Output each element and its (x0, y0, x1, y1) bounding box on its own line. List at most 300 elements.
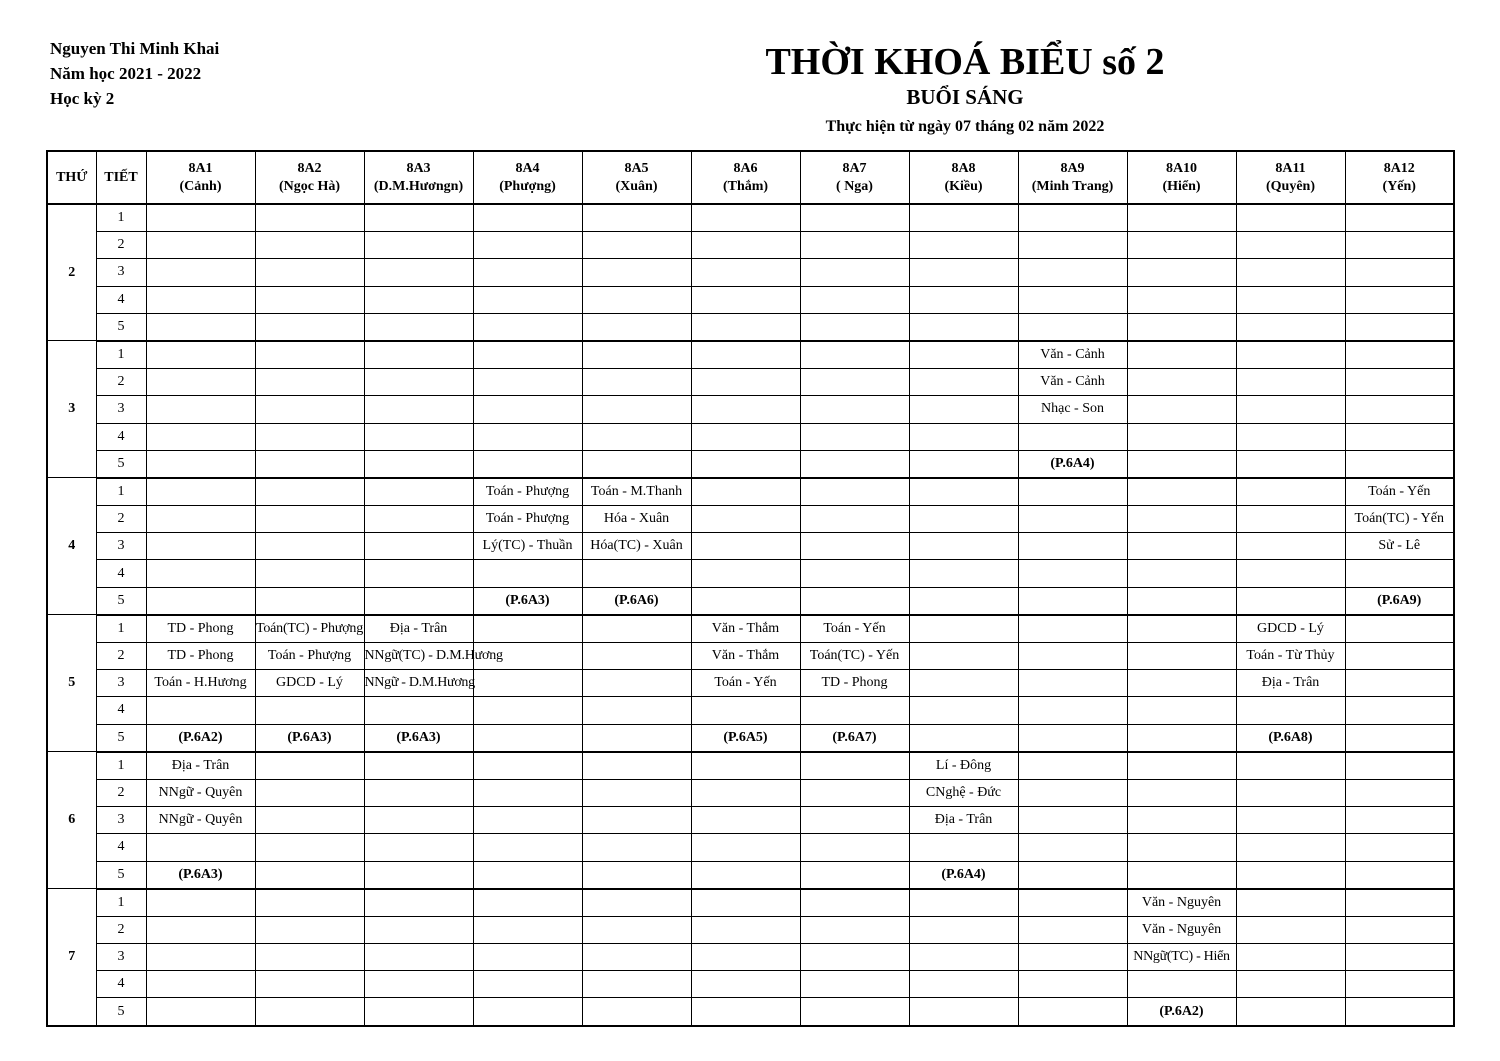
schedule-cell (800, 341, 909, 369)
schedule-cell (582, 670, 691, 697)
schedule-cell (1236, 450, 1345, 478)
schedule-cell (473, 861, 582, 889)
schedule-cell (146, 560, 255, 587)
schedule-cell (1345, 615, 1454, 643)
schedule-cell: (P.6A9) (1345, 587, 1454, 615)
schedule-cell (582, 861, 691, 889)
schedule-cell (800, 998, 909, 1026)
schedule-cell (364, 341, 473, 369)
schedule-cell (909, 313, 1018, 341)
class-header-8a8 (909, 151, 1018, 204)
schedule-cell: Lý(TC) - Thuần (473, 533, 582, 560)
period-number: 4 (96, 423, 146, 450)
period-number: 3 (96, 396, 146, 423)
schedule-cell (1236, 834, 1345, 861)
table-row (47, 697, 1454, 724)
schedule-cell (1018, 998, 1127, 1026)
schedule-cell (1345, 889, 1454, 917)
schedule-cell (255, 478, 364, 506)
schedule-cell (473, 998, 582, 1026)
schedule-cell: Văn - Cảnh (1018, 369, 1127, 396)
class-teacher: (Thắm) (722, 178, 769, 194)
schedule-cell (255, 834, 364, 861)
schedule-cell (1018, 204, 1127, 232)
schedule-cell (1345, 971, 1454, 998)
schedule-cell (364, 259, 473, 286)
schedule-cell (255, 889, 364, 917)
schedule-cell (255, 779, 364, 806)
schedule-cell (800, 204, 909, 232)
schedule-cell (255, 697, 364, 724)
schedule-cell (1345, 286, 1454, 313)
schedule-cell (1127, 341, 1236, 369)
schedule-cell (473, 286, 582, 313)
schedule-cell (1127, 204, 1236, 232)
day-label: 3 (47, 341, 96, 478)
schedule-cell (473, 369, 582, 396)
schedule-cell (1018, 259, 1127, 286)
schedule-cell (255, 232, 364, 259)
schedule-cell (364, 752, 473, 780)
schedule-cell (1236, 861, 1345, 889)
schedule-cell (691, 779, 800, 806)
period-number: 5 (96, 313, 146, 341)
schedule-cell (473, 944, 582, 971)
schedule-cell (146, 232, 255, 259)
schedule-cell (582, 889, 691, 917)
schedule-cell (800, 944, 909, 971)
table-row (47, 560, 1454, 587)
period-number: 2 (96, 232, 146, 259)
schedule-cell (1127, 533, 1236, 560)
schedule-cell (691, 752, 800, 780)
schedule-cell (1345, 313, 1454, 341)
schedule-cell (364, 396, 473, 423)
schedule-cell (909, 971, 1018, 998)
schedule-cell: Địa - Trân (1236, 670, 1345, 697)
schedule-cell: Toán - Yến (800, 615, 909, 643)
class-header-8a3 (364, 151, 473, 204)
class-teacher: (Minh Trang) (1031, 178, 1114, 194)
class-name: 8A8 (951, 160, 976, 176)
schedule-cell (146, 916, 255, 943)
schedule-cell (1345, 807, 1454, 834)
schedule-cell (1018, 232, 1127, 259)
schedule-cell (691, 889, 800, 917)
schedule-cell (582, 341, 691, 369)
schedule-cell (582, 232, 691, 259)
schedule-cell (364, 697, 473, 724)
schedule-cell (364, 450, 473, 478)
period-number: 1 (96, 889, 146, 917)
schedule-cell (1345, 752, 1454, 780)
period-number: 3 (96, 533, 146, 560)
schedule-cell (473, 807, 582, 834)
schedule-cell (691, 560, 800, 587)
class-teacher: (Quyên) (1266, 178, 1315, 194)
schedule-cell (364, 971, 473, 998)
schedule-cell (255, 916, 364, 943)
class-teacher: (Hiển) (1162, 178, 1201, 194)
table-row (47, 916, 1454, 943)
schedule-cell (691, 807, 800, 834)
schedule-cell: Địa - Trân (146, 752, 255, 780)
schedule-cell (1018, 643, 1127, 670)
table-row (47, 643, 1454, 670)
schedule-cell (1236, 259, 1345, 286)
timetable (46, 150, 1455, 1027)
period-number: 3 (96, 259, 146, 286)
schedule-cell: Địa - Trân (364, 615, 473, 643)
schedule-cell (800, 313, 909, 341)
schedule-cell (1345, 259, 1454, 286)
period-number: 1 (96, 478, 146, 506)
class-header-8a2 (255, 151, 364, 204)
schedule-cell (364, 533, 473, 560)
schedule-cell (909, 286, 1018, 313)
school-name: Nguyen Thi Minh Khai (50, 39, 220, 58)
schedule-cell (1127, 313, 1236, 341)
schedule-cell (1345, 670, 1454, 697)
schedule-cell (255, 259, 364, 286)
schedule-cell: Văn - Thắm (691, 643, 800, 670)
schedule-cell (1236, 752, 1345, 780)
class-header-8a7 (800, 151, 909, 204)
class-teacher: (Phượng) (499, 178, 556, 194)
period-number: 1 (96, 615, 146, 643)
schedule-cell (691, 944, 800, 971)
schedule-cell (582, 615, 691, 643)
table-row (47, 204, 1454, 232)
schedule-cell (1345, 423, 1454, 450)
schedule-cell (909, 423, 1018, 450)
schedule-cell (909, 889, 1018, 917)
schedule-cell (255, 423, 364, 450)
schedule-cell (255, 286, 364, 313)
schedule-cell (909, 369, 1018, 396)
period-number: 4 (96, 834, 146, 861)
schedule-cell (473, 889, 582, 917)
schedule-cell (582, 313, 691, 341)
schedule-cell: Toán - H.Hương (146, 670, 255, 697)
schedule-cell (691, 232, 800, 259)
schedule-cell (364, 998, 473, 1026)
schedule-cell (582, 916, 691, 943)
schedule-cell (691, 587, 800, 615)
schedule-cell: Lí - Đông (909, 752, 1018, 780)
schedule-cell (1236, 560, 1345, 587)
table-row (47, 313, 1454, 341)
schedule-cell: Nhạc - Son (1018, 396, 1127, 423)
schedule-cell (1236, 944, 1345, 971)
period-number: 2 (96, 643, 146, 670)
schedule-cell (582, 450, 691, 478)
schedule-cell (255, 998, 364, 1026)
schedule-cell: (P.6A3) (473, 587, 582, 615)
schedule-cell (800, 560, 909, 587)
schedule-cell (1236, 533, 1345, 560)
schedule-cell (1127, 861, 1236, 889)
schedule-cell: (P.6A8) (1236, 724, 1345, 752)
schedule-cell (582, 204, 691, 232)
class-header-8a11 (1236, 151, 1345, 204)
schedule-cell (364, 560, 473, 587)
class-name: 8A11 (1275, 160, 1306, 176)
class-teacher: (Ngọc Hà) (278, 178, 341, 194)
schedule-cell: Sử - Lê (1345, 533, 1454, 560)
schedule-cell: NNgữ - Quyên (146, 807, 255, 834)
schedule-cell (800, 971, 909, 998)
schedule-cell (1018, 971, 1127, 998)
schedule-cell (1018, 423, 1127, 450)
schedule-cell (1345, 204, 1454, 232)
schedule-cell (1345, 916, 1454, 943)
schedule-cell (255, 752, 364, 780)
schedule-cell (255, 369, 364, 396)
schedule-cell (691, 697, 800, 724)
schedule-cell (1018, 724, 1127, 752)
schedule-cell (582, 643, 691, 670)
schedule-cell (364, 423, 473, 450)
schedule-cell (800, 423, 909, 450)
schedule-cell (255, 587, 364, 615)
schedule-cell (364, 232, 473, 259)
day-label: 4 (47, 478, 96, 615)
schedule-cell: Toán - Phượng (473, 478, 582, 506)
schedule-cell: Văn - Nguyên (1127, 889, 1236, 917)
class-teacher: (D.M.Hươngn) (373, 178, 464, 194)
schedule-cell (473, 204, 582, 232)
schedule-cell: NNgữ - D.M.Hương (364, 670, 473, 697)
schedule-cell (800, 450, 909, 478)
schedule-cell (1018, 587, 1127, 615)
schedule-cell (582, 724, 691, 752)
schedule-cell (364, 587, 473, 615)
class-header-8a5 (582, 151, 691, 204)
class-name: 8A4 (515, 160, 540, 176)
schedule-cell: Hóa(TC) - Xuân (582, 533, 691, 560)
schedule-cell (691, 971, 800, 998)
schedule-cell (691, 533, 800, 560)
period-number: 4 (96, 286, 146, 313)
schedule-cell (1127, 369, 1236, 396)
schedule-cell: (P.6A6) (582, 587, 691, 615)
schedule-cell (1345, 643, 1454, 670)
period-number: 3 (96, 807, 146, 834)
schedule-cell: (P.6A3) (255, 724, 364, 752)
schedule-cell (146, 204, 255, 232)
schedule-cell (255, 204, 364, 232)
schedule-cell (1018, 286, 1127, 313)
schedule-cell: Văn - Thắm (691, 615, 800, 643)
schedule-cell (1236, 232, 1345, 259)
schedule-cell: (P.6A4) (1018, 450, 1127, 478)
schedule-cell: Văn - Nguyên (1127, 916, 1236, 943)
schedule-cell: Địa - Trân (909, 807, 1018, 834)
table-row (47, 724, 1454, 752)
table-row (47, 834, 1454, 861)
class-header-8a4 (473, 151, 582, 204)
class-teacher: ( Nga) (836, 178, 873, 194)
table-row (47, 889, 1454, 917)
schedule-cell (1345, 697, 1454, 724)
schedule-cell (473, 423, 582, 450)
class-name: 8A3 (406, 160, 431, 176)
schedule-cell: GDCD - Lý (1236, 615, 1345, 643)
schedule-cell (909, 396, 1018, 423)
schedule-cell (1345, 341, 1454, 369)
schedule-cell (473, 560, 582, 587)
table-row (47, 423, 1454, 450)
schedule-cell (691, 450, 800, 478)
schedule-cell (909, 916, 1018, 943)
schedule-cell: (P.6A3) (364, 724, 473, 752)
schedule-cell (473, 313, 582, 341)
schedule-cell (1127, 396, 1236, 423)
schedule-cell (1236, 286, 1345, 313)
schedule-cell (1018, 834, 1127, 861)
schedule-cell (146, 587, 255, 615)
schedule-cell (1236, 478, 1345, 506)
period-number: 5 (96, 861, 146, 889)
schedule-cell: GDCD - Lý (255, 670, 364, 697)
schedule-cell (582, 286, 691, 313)
schedule-cell (800, 286, 909, 313)
schedule-cell (364, 889, 473, 917)
period-number: 5 (96, 587, 146, 615)
schedule-cell (146, 971, 255, 998)
schedule-cell (582, 834, 691, 861)
schedule-cell (800, 533, 909, 560)
schedule-cell: CNghệ - Đức (909, 779, 1018, 806)
table-row (47, 779, 1454, 806)
schedule-cell (909, 998, 1018, 1026)
schedule-cell (1127, 259, 1236, 286)
schedule-cell (473, 971, 582, 998)
schedule-cell (1018, 560, 1127, 587)
schedule-cell (691, 478, 800, 506)
schedule-cell (473, 916, 582, 943)
schedule-cell (800, 232, 909, 259)
schedule-cell (1018, 313, 1127, 341)
schedule-cell (146, 834, 255, 861)
period-number: 1 (96, 204, 146, 232)
schedule-cell (1236, 396, 1345, 423)
class-name: 8A7 (842, 160, 867, 176)
schedule-cell (582, 396, 691, 423)
schedule-cell (582, 779, 691, 806)
schedule-cell (691, 204, 800, 232)
schedule-cell (800, 478, 909, 506)
schedule-cell (146, 450, 255, 478)
schedule-cell (582, 423, 691, 450)
table-row (47, 341, 1454, 369)
schedule-cell (364, 834, 473, 861)
schedule-cell (1127, 779, 1236, 806)
schedule-cell (255, 506, 364, 533)
schedule-cell (1018, 506, 1127, 533)
schedule-cell (1018, 670, 1127, 697)
schedule-cell: TD - Phong (146, 643, 255, 670)
schedule-cell (909, 232, 1018, 259)
schedule-cell (1018, 779, 1127, 806)
period-number: 4 (96, 971, 146, 998)
period-number: 2 (96, 916, 146, 943)
schedule-cell (582, 807, 691, 834)
table-row (47, 944, 1454, 971)
schedule-cell (582, 998, 691, 1026)
schedule-cell (255, 807, 364, 834)
schedule-cell (1345, 450, 1454, 478)
schedule-cell (909, 533, 1018, 560)
class-name: 8A2 (297, 160, 322, 176)
schedule-cell (146, 396, 255, 423)
schedule-cell: TD - Phong (800, 670, 909, 697)
schedule-cell (800, 587, 909, 615)
day-label: 2 (47, 204, 96, 341)
schedule-cell (1127, 587, 1236, 615)
schedule-cell (691, 423, 800, 450)
schedule-cell (582, 259, 691, 286)
period-number: 5 (96, 450, 146, 478)
schedule-cell (1236, 341, 1345, 369)
schedule-cell (473, 724, 582, 752)
schedule-cell (691, 506, 800, 533)
schedule-cell (800, 861, 909, 889)
schedule-cell (1127, 834, 1236, 861)
table-row (47, 478, 1454, 506)
day-label: 5 (47, 615, 96, 752)
schedule-cell (1127, 643, 1236, 670)
schedule-cell (1127, 807, 1236, 834)
class-name: 8A5 (624, 160, 649, 176)
schedule-cell: Toán(TC) - Yến (1345, 506, 1454, 533)
schedule-cell: Toán - Phượng (473, 506, 582, 533)
schedule-cell (909, 670, 1018, 697)
schedule-cell (691, 396, 800, 423)
schedule-cell (582, 944, 691, 971)
title-block (700, 40, 1230, 138)
class-header-8a12 (1345, 151, 1454, 204)
table-row (47, 286, 1454, 313)
schedule-cell (909, 643, 1018, 670)
schedule-cell (909, 724, 1018, 752)
schedule-cell (800, 807, 909, 834)
day-label: 6 (47, 752, 96, 889)
schedule-cell (909, 834, 1018, 861)
schedule-cell (691, 259, 800, 286)
schedule-cell (800, 779, 909, 806)
period-number: 1 (96, 341, 146, 369)
schedule-cell: (P.6A4) (909, 861, 1018, 889)
period-number: 5 (96, 998, 146, 1026)
schedule-cell (1236, 916, 1345, 943)
schedule-cell (691, 916, 800, 943)
schedule-cell (364, 944, 473, 971)
schedule-cell (1236, 807, 1345, 834)
class-teacher: (Xuân) (615, 178, 658, 194)
table-row (47, 998, 1454, 1026)
schedule-cell (146, 478, 255, 506)
schedule-cell (800, 369, 909, 396)
schedule-cell (909, 204, 1018, 232)
table-row (47, 807, 1454, 834)
schedule-cell (909, 697, 1018, 724)
class-name: 8A10 (1165, 160, 1198, 176)
schedule-cell (473, 450, 582, 478)
schedule-cell (1127, 506, 1236, 533)
class-teacher: (Cảnh) (179, 178, 222, 194)
